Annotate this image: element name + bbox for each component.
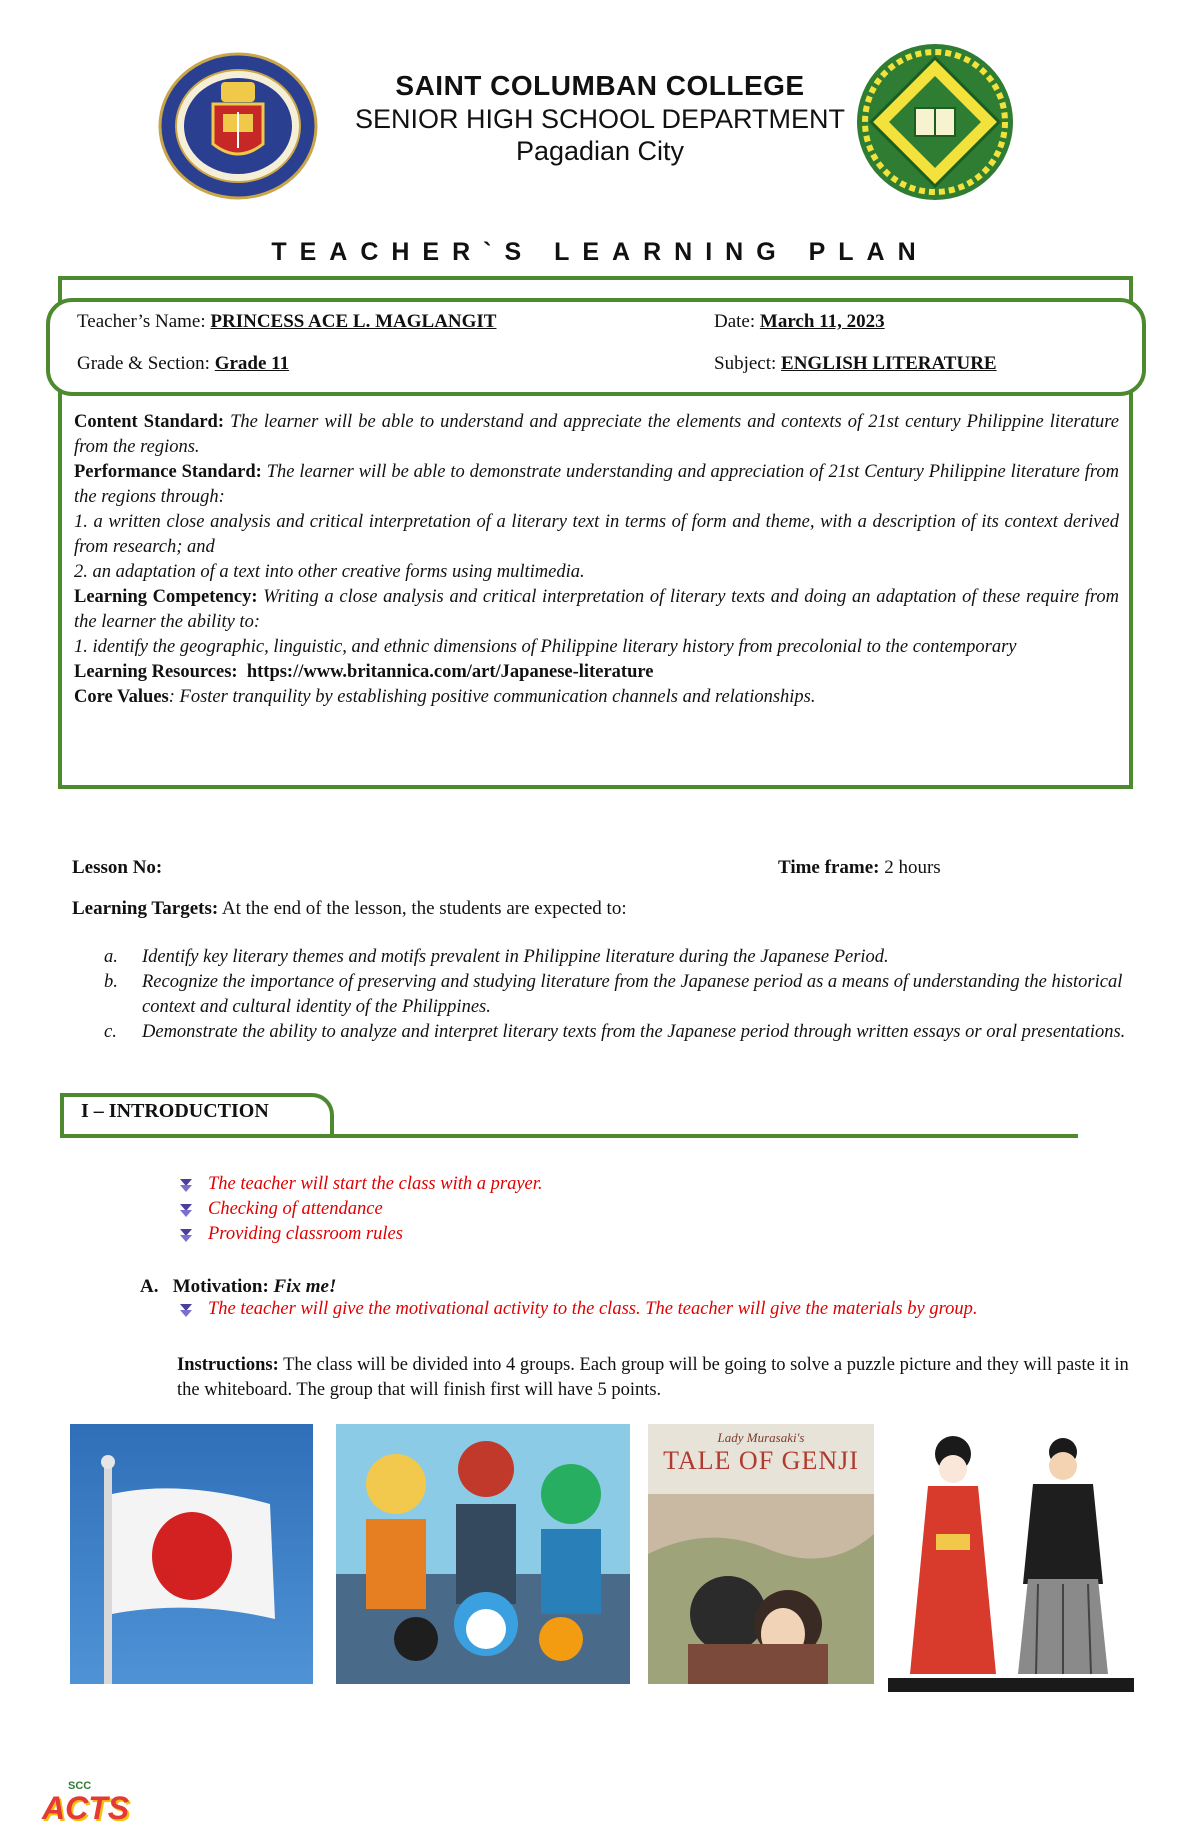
list-marker: c. xyxy=(104,1022,117,1042)
learning-targets-label: Learning Targets: xyxy=(72,898,219,919)
motivation-title: Fix me! xyxy=(273,1276,337,1297)
learning-resources xyxy=(74,660,1119,685)
grade-label: Grade & Section: xyxy=(77,353,210,374)
lesson-no-label: Lesson No: xyxy=(72,857,163,878)
time-frame xyxy=(778,857,941,879)
list-text: Recognize the importance of preserving and studying literature from the Japanese period as a means of understanding the historical context and cultural identity of the Philippines. xyxy=(142,972,1123,1017)
grade-field xyxy=(77,353,289,375)
list-item xyxy=(178,1172,543,1197)
date-label: Date: xyxy=(714,311,756,332)
instructions xyxy=(177,1353,1137,1403)
resources-link[interactable]: https://www.britannica.com/art/Japanese-literature xyxy=(246,662,654,682)
performance-standard-label: Performance Standard: xyxy=(74,462,262,482)
tale-of-genji-image xyxy=(648,1424,874,1684)
list-item xyxy=(104,945,1144,970)
subject-label: Subject: xyxy=(714,353,777,374)
learning-targets-list xyxy=(104,945,1144,1045)
learning-competency xyxy=(74,585,1119,635)
book-cover-art xyxy=(648,1494,874,1684)
plan-title: TEACHER`S LEARNING PLAN xyxy=(271,238,929,266)
subject-field xyxy=(714,353,997,375)
performance-item-1 xyxy=(74,510,1119,560)
motivation-label: Motivation: xyxy=(172,1276,269,1297)
teacher-field xyxy=(77,311,530,333)
list-item xyxy=(104,970,1144,1020)
performance-item-1-text: 1. a written close analysis and critical interpretation of a literary text in terms of form and theme, with a description of its context derived from research; and xyxy=(74,512,1119,557)
learning-targets-text: At the end of the lesson, the students are expected to: xyxy=(221,898,627,919)
instructions-text: The class will be divided into 4 groups. Each group will be going to solve a puzzle picture and they will paste it in the whiteboard. The group that will finish first will have 5 points. xyxy=(177,1355,1129,1400)
time-frame-value: 2 hours xyxy=(884,857,941,878)
logo-big-text: ACTS xyxy=(42,1790,130,1826)
motivation-marker: A. xyxy=(140,1276,159,1297)
list-item xyxy=(178,1222,543,1247)
saint-columban-seal-logo xyxy=(855,42,1015,202)
core-values-text: : Foster tranquility by establishing positive communication channels and relationships. xyxy=(168,687,816,707)
performance-item-2 xyxy=(74,560,1119,585)
standards-block xyxy=(74,410,1119,710)
performance-standard xyxy=(74,460,1119,510)
list-marker: a. xyxy=(104,947,118,967)
motivation-bullet-text: The teacher will give the motivational activity to the class. The teacher will give the materials by group. xyxy=(208,1299,978,1319)
arrow-down-icon xyxy=(178,1202,194,1218)
competency-item-1 xyxy=(74,635,1119,660)
teacher-value: PRINCESS ACE L. MAGLANGIT xyxy=(210,311,497,332)
learning-targets-intro xyxy=(72,898,627,920)
time-frame-label: Time frame: xyxy=(778,857,880,878)
resources-label: Learning Resources: xyxy=(74,662,238,682)
competency-label: Learning Competency: xyxy=(74,587,258,607)
section-divider xyxy=(60,1134,1078,1138)
motivation-bullet xyxy=(178,1299,977,1320)
arrow-down-icon xyxy=(178,1177,194,1193)
logo-small-text: SCC xyxy=(68,1780,92,1792)
date-field xyxy=(714,311,885,333)
book-title: TALE OF GENJI xyxy=(663,1446,859,1475)
list-text: Demonstrate the ability to analyze and interpret literary texts from the Japanese period through written essays or oral presentations. xyxy=(142,1022,1126,1042)
book-author: Lady Murasaki's xyxy=(717,1430,805,1445)
content-standard-text: The learner will be able to understand and appreciate the elements and contexts of 21st century Philippine literature from the regions. xyxy=(74,412,1119,457)
list-text: Providing classroom rules xyxy=(208,1224,403,1244)
list-item xyxy=(178,1197,543,1222)
list-text: Checking of attendance xyxy=(208,1199,383,1219)
arrow-down-icon xyxy=(178,1302,194,1318)
arrow-down-icon xyxy=(178,1227,194,1243)
list-item xyxy=(104,1020,1144,1045)
list-text: Identify key literary themes and motifs prevalent in Philippine literature during the Japanese Period. xyxy=(142,947,889,967)
teacher-label: Teacher’s Name: xyxy=(77,311,206,332)
college-name: SAINT COLUMBAN COLLEGE xyxy=(395,70,805,101)
subject-value: ENGLISH LITERATURE xyxy=(781,353,997,374)
list-text: The teacher will start the class with a prayer. xyxy=(208,1174,543,1194)
instructions-label: Instructions: xyxy=(177,1355,279,1375)
content-standard-label: Content Standard: xyxy=(74,412,224,432)
anime-characters-image xyxy=(336,1424,630,1684)
core-values xyxy=(74,685,1119,710)
grade-value: Grade 11 xyxy=(214,353,290,374)
city-name: Pagadian City xyxy=(515,136,685,166)
japan-flag-image xyxy=(70,1424,313,1684)
list-marker: b. xyxy=(104,972,118,992)
performance-item-2-text: 2. an adaptation of a text into other creative forms using multimedia. xyxy=(74,562,585,582)
introduction-heading: I – INTRODUCTION xyxy=(60,1093,334,1138)
department-name: SENIOR HIGH SCHOOL DEPARTMENT xyxy=(354,104,846,134)
diocese-seal-logo xyxy=(158,52,318,200)
scc-acts-logo xyxy=(38,1780,148,1832)
date-value: March 11, 2023 xyxy=(759,311,885,332)
kimono-couple-image xyxy=(888,1424,1134,1692)
competency-text: Writing a close analysis and critical interpretation of literary texts and doing an adaptation of these require from the learner the ability to: xyxy=(74,587,1119,632)
core-values-label: Core Values xyxy=(74,687,169,707)
intro-bullets xyxy=(178,1172,543,1247)
content-standard xyxy=(74,410,1119,460)
performance-standard-text: The learner will be able to demonstrate understanding and appreciation of 21st Century Philippine literature from the regions through: xyxy=(74,462,1119,507)
motivation-heading xyxy=(140,1276,336,1298)
competency-item-1-text: 1. identify the geographic, linguistic, and ethnic dimensions of Philippine literary history from precolonial to the contemporary xyxy=(74,637,1017,657)
